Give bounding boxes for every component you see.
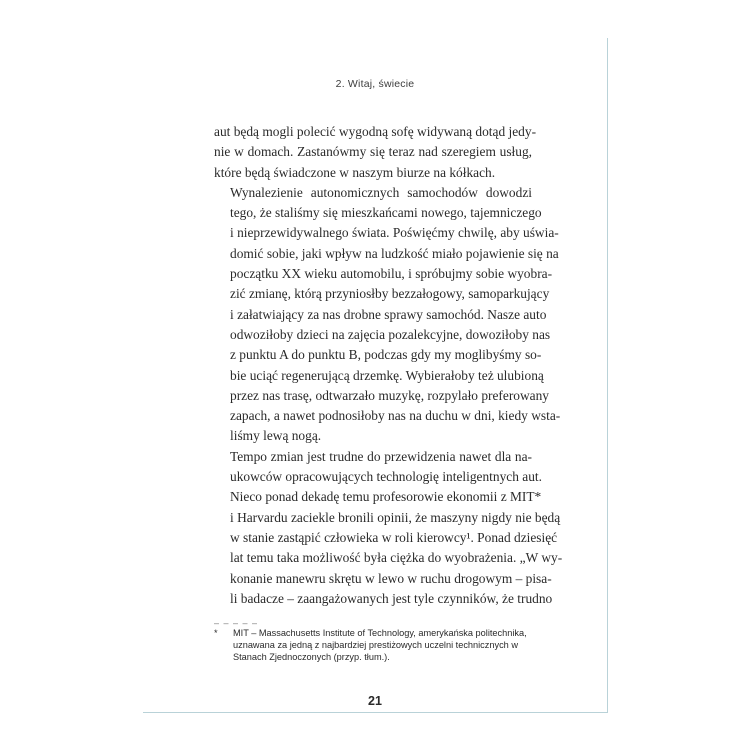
text-line: konanie manewru skrętu w lewo w ruchu drogowym – pisa- xyxy=(230,570,552,586)
text-line: aut będą mogli polecić wygodną sofę widywaną dotąd jedy- xyxy=(214,124,537,139)
text-line: początku XX wieku automobilu, i spróbujmy sobie wyobra- xyxy=(230,266,553,282)
text-line: li badacze – zaangażowanych jest tyle czynników, że trudno xyxy=(230,590,553,606)
text-line: ukowców opracowujących technologię inteligentnych aut. xyxy=(230,469,542,485)
text-line: z punktu A do punktu B, podczas gdy my moglibyśmy so- xyxy=(230,347,542,363)
text-line: zić zmianę, którą przyniosłby bezzałogowy, samoparkujący xyxy=(230,286,550,302)
paragraph xyxy=(214,447,563,609)
text-line: w stanie zastąpić człowieka w roli kierowcy¹. Ponad dziesięć xyxy=(230,529,558,545)
text-line: które będą świadczone w naszym biurze na kółkach. xyxy=(214,164,496,180)
text-line: zapach, a nawet podnosiłoby nas na duchu w dni, kiedy wsta- xyxy=(230,408,561,424)
footnote-marker: * xyxy=(214,628,218,638)
footnote-text: MIT – Massachusetts Institute of Technology, amerykańska politechnika, uznawana za jedną z najbardziej prestiżowych uczelni technicznych w Stanach Zjednoczonych (przyp. tłum.). xyxy=(233,628,527,662)
body-text xyxy=(214,122,563,609)
text-line: Wynalezienie autonomicznych samochodów dowodzi xyxy=(230,184,532,200)
text-line: i nieprzewidywalnego świata. Poświęćmy chwilę, aby uświa- xyxy=(230,225,559,241)
paragraph xyxy=(214,122,537,183)
footnote-separator: – – – – – xyxy=(214,618,259,628)
running-head: 2. Witaj, świecie xyxy=(335,78,415,90)
text-line: liśmy lewą nogą. xyxy=(230,428,322,444)
text-line: domić sobie, jaki wpływ na ludzkość miało pojawienie się na xyxy=(230,245,559,261)
page-number: 21 xyxy=(368,694,382,708)
text-line: przez nas trasę, odtwarzało muzykę, rozpylało preferowany xyxy=(230,387,549,403)
footnote xyxy=(214,628,532,663)
text-line: lat temu taka możliwość była ciężka do wyobrażenia. „W wy- xyxy=(230,550,563,566)
text-line: tego, że staliśmy się mieszkańcami nowego, tajemniczego xyxy=(230,205,542,221)
text-line: nie w domach. Zastanówmy się teraz nad szeregiem usług, xyxy=(214,144,532,160)
paragraph xyxy=(214,183,561,447)
book-page xyxy=(143,38,608,713)
text-line: i załatwiający za nas drobne sprawy samochód. Nasze auto xyxy=(230,306,547,322)
text-line: bie uciąć regenerującą drzemkę. Wybierałoby też ulubioną xyxy=(230,367,544,383)
text-line: Tempo zmian jest trudne do przewidzenia nawet dla na- xyxy=(230,448,532,464)
text-line: Nieco ponad dekadę temu profesorowie ekonomii z MIT* xyxy=(230,489,542,505)
text-line: odwoziłoby dzieci na zajęcia pozalekcyjne, dowoziłoby nas xyxy=(230,326,551,342)
text-line: i Harvardu zaciekle bronili opinii, że maszyny nigdy nie będą xyxy=(230,509,561,525)
